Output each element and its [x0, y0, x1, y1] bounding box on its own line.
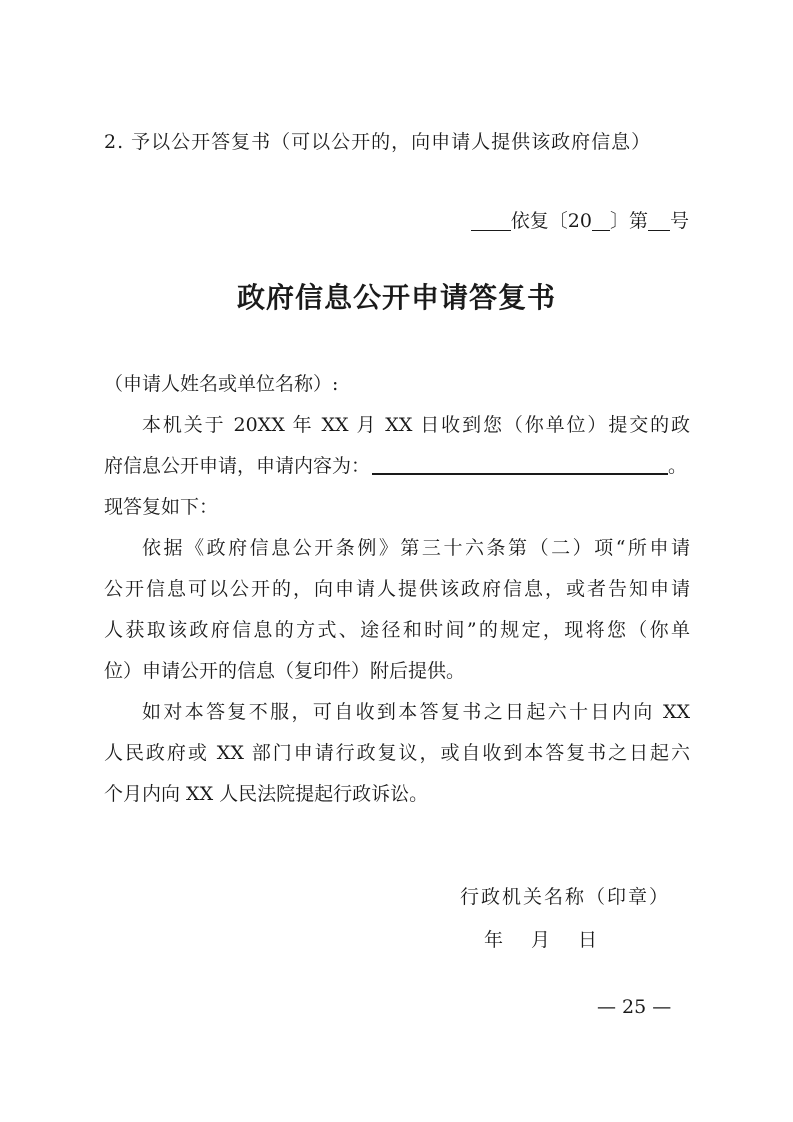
document-body [104, 364, 690, 815]
blank-serial [648, 209, 670, 231]
page-number: — 25 — [597, 996, 672, 1018]
para2-line3: 人获取该政府信息的方式、途径和时间”的规定，现将您（你单 [104, 619, 690, 641]
date-day: 日 [578, 929, 598, 951]
para2-line4: 位）申请公开的信息（复印件）附后提供。 [104, 660, 466, 682]
para2-line2: 公开信息可以公开的，向申请人提供该政府信息，或者告知申请 [104, 578, 690, 600]
doc-number-part3: 号 [669, 210, 689, 232]
paragraph-receipt [104, 405, 690, 528]
doc-number-part1: 依复〔20 [510, 210, 592, 232]
section-heading: 2. 予以公开答复书（可以公开的，向申请人提供该政府信息） [104, 131, 652, 153]
blank-issuer [471, 209, 511, 231]
para1-line3: 现答复如下： [104, 496, 219, 518]
salutation: （申请人姓名或单位名称）: [104, 373, 339, 395]
blank-year [592, 209, 610, 231]
para3-line3: 个月内向 XX 人民法院提起行政诉讼。 [104, 783, 429, 805]
para2-line1: 依据《政府信息公开条例》第三十六条第（二）项“所申请 [142, 537, 690, 559]
signature-date [484, 925, 625, 952]
agency-signature: 行政机关名称（印章） [460, 886, 671, 908]
doc-number-part2: 〕第 [609, 210, 648, 232]
paragraph-appeal [104, 692, 690, 815]
request-content-blank [372, 454, 668, 475]
date-year: 年 [484, 929, 504, 951]
paragraph-basis [104, 528, 690, 692]
para3-line1: 如对本答复不服，可自收到本答复书之日起六十日内向 XX [142, 701, 690, 723]
document-title: 政府信息公开申请答复书 [236, 281, 556, 314]
para3-line2: 人民政府或 XX 部门申请行政复议，或自收到本答复书之日起六 [104, 742, 690, 764]
document-number [471, 206, 689, 233]
para1-line1: 本机关于 20XX 年 XX 月 XX 日收到您（你单位）提交的政 [142, 414, 690, 436]
date-month: 月 [531, 929, 551, 951]
para1-line2: 府信息公开申请，申请内容为： 。 [104, 455, 688, 477]
